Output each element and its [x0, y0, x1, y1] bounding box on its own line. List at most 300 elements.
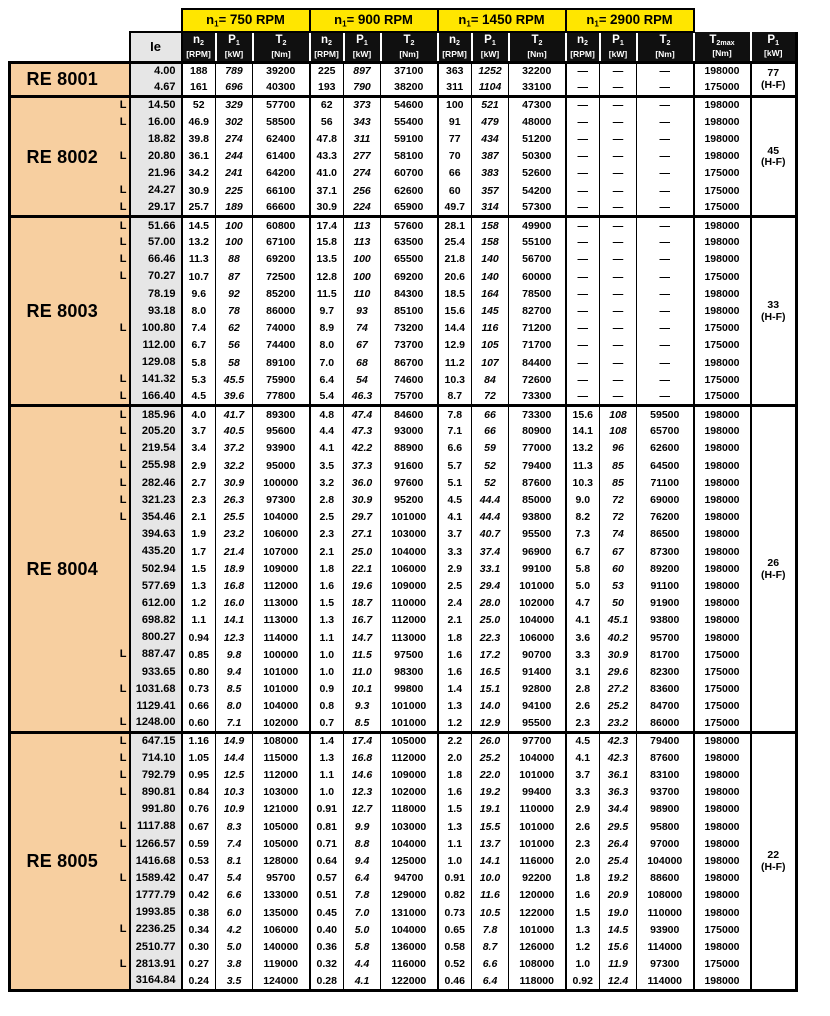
subheader-t2-750-symbol: $T_2$: [275, 34, 287, 48]
table-row: [10, 200, 797, 217]
t2-value: 64200: [253, 165, 310, 182]
n2-value: 0.30: [182, 939, 216, 956]
p1-value: 16.8: [216, 578, 253, 595]
subheader-p1-750: [216, 32, 253, 62]
table-row: [10, 681, 797, 698]
t2-value: 110000: [637, 904, 694, 921]
t2max-value: 175000: [694, 921, 751, 938]
p1-value: 11.9: [600, 956, 637, 973]
p1-value: 5.8: [344, 939, 381, 956]
p1-value: 47.4: [344, 406, 381, 423]
n2-value: —: [566, 200, 600, 217]
ratio-value: 1589.42: [130, 870, 182, 887]
t2-value: 100000: [253, 646, 310, 663]
p1-value: 3.5: [216, 973, 253, 990]
long-version-marker: L: [114, 681, 130, 698]
table-row: [10, 750, 797, 767]
subheader-n2-1450-unit: [RPM]: [442, 48, 467, 59]
n2-value: 1.0: [310, 664, 344, 681]
ratio-value: 93.18: [130, 303, 182, 320]
table-row: [10, 904, 797, 921]
model-label: RE 8001: [10, 62, 114, 96]
n2-value: —: [566, 79, 600, 96]
t2-value: —: [637, 96, 694, 113]
n2-value: 0.95: [182, 767, 216, 784]
gear-ratings-table: [8, 8, 798, 992]
n2-value: 12.8: [310, 268, 344, 285]
n2-value: 0.40: [310, 921, 344, 938]
p1-value: 37.4: [472, 543, 509, 560]
ratio-value: 78.19: [130, 285, 182, 302]
table-row: [10, 371, 797, 388]
p1-value: 25.2: [600, 698, 637, 715]
t2-value: 114000: [253, 629, 310, 646]
ratio-value: 185.96: [130, 406, 182, 423]
t2-value: 60000: [509, 268, 566, 285]
t2-value: 129000: [381, 887, 438, 904]
n2-value: 0.53: [182, 853, 216, 870]
ratio-value: 577.69: [130, 578, 182, 595]
p1-value: 897: [344, 62, 381, 79]
p1-value: 10.9: [216, 801, 253, 818]
t2-value: 86000: [637, 715, 694, 732]
p1-value: 16.0: [216, 595, 253, 612]
subheader-t2-1450: [509, 32, 566, 62]
p1-rating-note: (H-F): [761, 860, 786, 873]
t2-value: 91900: [637, 595, 694, 612]
t2max-value: 175000: [694, 182, 751, 199]
p1-value: 92: [216, 285, 253, 302]
t2-value: 131000: [381, 904, 438, 921]
n2-value: 0.59: [182, 835, 216, 852]
p1-value: 30.9: [216, 475, 253, 492]
t2-value: 88600: [637, 870, 694, 887]
p1-value: 105: [472, 337, 509, 354]
long-version-marker: L: [114, 750, 130, 767]
n2-value: 14.4: [438, 320, 472, 337]
n2-value: 47.8: [310, 131, 344, 148]
long-version-marker: [114, 560, 130, 577]
t2-value: —: [637, 62, 694, 79]
n2-value: —: [566, 337, 600, 354]
t2-value: 121000: [253, 801, 310, 818]
p1-value: 16.7: [344, 612, 381, 629]
table-row: [10, 578, 797, 595]
n2-value: 1.16: [182, 732, 216, 749]
n2-value: 8.7: [438, 389, 472, 406]
t2-value: 96900: [509, 543, 566, 560]
table-row: [10, 389, 797, 406]
long-version-marker: [114, 285, 130, 302]
n2-value: 0.84: [182, 784, 216, 801]
ratio-value: 800.27: [130, 629, 182, 646]
table-row: [10, 234, 797, 251]
p1-value: 59: [472, 440, 509, 457]
n2-value: 60: [438, 182, 472, 199]
p1-value: 30.9: [344, 492, 381, 509]
n2-value: 2.3: [182, 492, 216, 509]
long-version-marker: L: [114, 767, 130, 784]
t2max-value: 198000: [694, 939, 751, 956]
t2-value: 95700: [637, 629, 694, 646]
t2-value: 89200: [637, 560, 694, 577]
subheader-n2-1450: [438, 32, 472, 62]
n2-value: 1.0: [310, 646, 344, 663]
long-version-marker: L: [114, 423, 130, 440]
n2-value: 28.1: [438, 217, 472, 234]
p1-value: 22.3: [472, 629, 509, 646]
p1-value: 14.9: [216, 732, 253, 749]
p1-value: 26.3: [216, 492, 253, 509]
p1-value: —: [600, 200, 637, 217]
p1-value: 16.5: [472, 664, 509, 681]
n2-value: 2.2: [438, 732, 472, 749]
t2-value: 66600: [253, 200, 310, 217]
t2-value: 91400: [509, 664, 566, 681]
p1-value: 329: [216, 96, 253, 113]
n2-value: 18.5: [438, 285, 472, 302]
t2-value: 112000: [253, 578, 310, 595]
p1-value: 9.8: [216, 646, 253, 663]
p1-value: 8.0: [216, 698, 253, 715]
long-version-marker: L: [114, 956, 130, 973]
n2-value: 4.1: [438, 509, 472, 526]
t2-value: 83100: [637, 767, 694, 784]
t2-value: 109000: [381, 578, 438, 595]
t2-value: 55100: [509, 234, 566, 251]
table-row: [10, 835, 797, 852]
table-row: [10, 595, 797, 612]
n2-value: 1.7: [182, 543, 216, 560]
p1-value: 29.7: [344, 509, 381, 526]
p1-value: 96: [600, 440, 637, 457]
t2-value: 58100: [381, 148, 438, 165]
t2max-value: 198000: [694, 131, 751, 148]
p1-value: 110: [344, 285, 381, 302]
n2-value: 1.6: [438, 646, 472, 663]
t2-value: 122000: [381, 973, 438, 990]
n2-value: 1.4: [438, 681, 472, 698]
long-version-marker: L: [114, 818, 130, 835]
p1-value: 87: [216, 268, 253, 285]
t2-value: 106000: [253, 921, 310, 938]
p1-value: 60: [600, 560, 637, 577]
p1-value: 113: [344, 234, 381, 251]
n2-value: 0.67: [182, 818, 216, 835]
p1-value: 25.0: [344, 543, 381, 560]
long-version-marker: [114, 354, 130, 371]
p1-value: 14.1: [216, 612, 253, 629]
subheader-t2-900-unit: [Nm]: [399, 48, 419, 59]
n2-value: 0.73: [438, 904, 472, 921]
t2-value: 91600: [381, 457, 438, 474]
p1-value: 302: [216, 114, 253, 131]
n2-value: —: [566, 182, 600, 199]
n2-value: 0.9: [310, 681, 344, 698]
t2-value: 94100: [509, 698, 566, 715]
p1-value: 93: [344, 303, 381, 320]
p1-value: 158: [472, 217, 509, 234]
p1-value: 36.1: [600, 767, 637, 784]
p1-value: 14.0: [472, 698, 509, 715]
p1-value: 84: [472, 371, 509, 388]
t2-value: 104000: [637, 853, 694, 870]
t2-value: 110000: [381, 595, 438, 612]
p1-value: 27.2: [600, 681, 637, 698]
p1-value: 3.8: [216, 956, 253, 973]
t2max-value: 198000: [694, 406, 751, 423]
t2-value: 87600: [509, 475, 566, 492]
n2-value: 0.80: [182, 664, 216, 681]
p1-value: 41.7: [216, 406, 253, 423]
t2-value: 59500: [637, 406, 694, 423]
p1-value: 790: [344, 79, 381, 96]
t2max-value: 198000: [694, 767, 751, 784]
n2-value: 1.0: [566, 956, 600, 973]
p1-rating: [751, 96, 797, 216]
table-row: [10, 79, 797, 96]
t2-value: —: [637, 114, 694, 131]
n2-value: 2.1: [438, 612, 472, 629]
t2max-value: 198000: [694, 818, 751, 835]
t2-value: 104000: [381, 921, 438, 938]
t2-value: 33100: [509, 79, 566, 96]
t2-value: 93900: [637, 921, 694, 938]
table-row: [10, 646, 797, 663]
long-version-marker: [114, 337, 130, 354]
p1-value: 67: [600, 543, 637, 560]
table-row: [10, 406, 797, 423]
p1-value: 12.4: [600, 973, 637, 990]
n2-value: 4.5: [566, 732, 600, 749]
t2max-value: 198000: [694, 853, 751, 870]
subheader-t2-2900: [637, 32, 694, 62]
ratio-value: 205.20: [130, 423, 182, 440]
t2max-value: 198000: [694, 354, 751, 371]
subheader-p1-2900: [600, 32, 637, 62]
t2max-value: 198000: [694, 114, 751, 131]
n2-value: 0.28: [310, 973, 344, 990]
t2-value: 108000: [637, 887, 694, 904]
n2-value: 161: [182, 79, 216, 96]
n2-value: 7.8: [438, 406, 472, 423]
subheader-t2-2900-unit: [Nm]: [655, 48, 675, 59]
t2-value: 116000: [509, 853, 566, 870]
n2-value: 2.4: [438, 595, 472, 612]
table-row: [10, 114, 797, 131]
t2max-value: 198000: [694, 303, 751, 320]
n2-value: —: [566, 148, 600, 165]
subheader-p1-2900-unit: [kW]: [608, 48, 628, 59]
p1-value: 9.4: [216, 664, 253, 681]
n2-value: 3.7: [566, 767, 600, 784]
t2-value: 113000: [253, 595, 310, 612]
p1-value: 789: [216, 62, 253, 79]
p1-value: 7.8: [344, 887, 381, 904]
subheader-n2-2900: [566, 32, 600, 62]
t2-value: 65500: [381, 251, 438, 268]
p1-value: 116: [472, 320, 509, 337]
p1-value: 58: [216, 354, 253, 371]
t2-value: 99100: [509, 560, 566, 577]
n2-value: 2.8: [310, 492, 344, 509]
table-row: [10, 939, 797, 956]
p1-rating-value: 33: [767, 299, 780, 312]
p1-value: 30.9: [600, 646, 637, 663]
n2-value: 0.24: [182, 973, 216, 990]
t2-value: 78500: [509, 285, 566, 302]
n2-value: 3.3: [566, 646, 600, 663]
p1-value: 78: [216, 303, 253, 320]
ratio-value: 1777.79: [130, 887, 182, 904]
t2max-value: 198000: [694, 870, 751, 887]
n2-value: 14.1: [566, 423, 600, 440]
n2-value: 363: [438, 62, 472, 79]
n2-value: 5.7: [438, 457, 472, 474]
p1-value: 113: [344, 217, 381, 234]
long-version-marker: L: [114, 217, 130, 234]
t2-value: 64500: [637, 457, 694, 474]
p1-value: —: [600, 148, 637, 165]
n2-value: 1.2: [566, 939, 600, 956]
n2-value: 193: [310, 79, 344, 96]
p1-value: 100: [344, 268, 381, 285]
t2-value: 103000: [381, 526, 438, 543]
n2-value: 7.0: [310, 354, 344, 371]
t2-value: 133000: [253, 887, 310, 904]
n2-value: 30.9: [310, 200, 344, 217]
p1-value: 14.5: [600, 921, 637, 938]
p1-value: 225: [216, 182, 253, 199]
n2-value: 10.3: [566, 475, 600, 492]
n2-value: 49.7: [438, 200, 472, 217]
t2-value: 90700: [509, 646, 566, 663]
ratio-value: 57.00: [130, 234, 182, 251]
n2-value: 1.05: [182, 750, 216, 767]
t2max-value: 175000: [694, 371, 751, 388]
n2-value: 8.9: [310, 320, 344, 337]
t2-value: 74400: [253, 337, 310, 354]
t2-value: 101000: [509, 578, 566, 595]
long-version-marker: L: [114, 114, 130, 131]
t2-value: 114000: [637, 973, 694, 990]
n2-value: 1.8: [566, 870, 600, 887]
ratio-value: 354.46: [130, 509, 182, 526]
subheader-p1-rating: [751, 32, 797, 62]
subheader-p1-1450: [472, 32, 509, 62]
p1-value: 25.2: [472, 750, 509, 767]
t2-value: 93900: [253, 440, 310, 457]
n2-value: —: [566, 165, 600, 182]
n2-value: 2.9: [566, 801, 600, 818]
t2-value: 104000: [381, 543, 438, 560]
ratio-value: 887.47: [130, 646, 182, 663]
ratio-value: 890.81: [130, 784, 182, 801]
long-version-marker: [114, 526, 130, 543]
t2-value: 83600: [637, 681, 694, 698]
p1-value: 12.3: [344, 784, 381, 801]
n2-value: 1.0: [438, 853, 472, 870]
t2max-value: 198000: [694, 440, 751, 457]
t2-value: 103000: [253, 784, 310, 801]
t2-value: 97500: [381, 646, 438, 663]
ratio-value: 1129.41: [130, 698, 182, 715]
t2-value: 49900: [509, 217, 566, 234]
p1-value: 23.2: [216, 526, 253, 543]
table-row: [10, 921, 797, 938]
p1-value: 15.1: [472, 681, 509, 698]
t2-value: 105000: [253, 818, 310, 835]
ratio-value: 1248.00: [130, 715, 182, 732]
p1-value: 1252: [472, 62, 509, 79]
n2-value: 3.3: [438, 543, 472, 560]
ratio-value: 21.96: [130, 165, 182, 182]
n2-value: 0.34: [182, 921, 216, 938]
ratio-value: 112.00: [130, 337, 182, 354]
header-spacer-model: [10, 32, 130, 62]
n2-value: 10.7: [182, 268, 216, 285]
table-row: [10, 182, 797, 199]
t2-value: 38200: [381, 79, 438, 96]
p1-value: 274: [344, 165, 381, 182]
table-row: [10, 612, 797, 629]
t2-value: 126000: [509, 939, 566, 956]
t2-value: 108000: [509, 956, 566, 973]
t2-value: 82700: [509, 303, 566, 320]
t2-value: 69200: [381, 268, 438, 285]
table-row: [10, 973, 797, 990]
n2-value: 7.3: [566, 526, 600, 543]
long-version-marker: [114, 973, 130, 990]
t2max-value: 175000: [694, 200, 751, 217]
subheader-t2-2900-symbol: $T_2$: [659, 34, 671, 48]
p1-rating: [751, 62, 797, 96]
p1-value: 52: [472, 457, 509, 474]
p1-value: 42.3: [600, 732, 637, 749]
p1-value: 387: [472, 148, 509, 165]
ratio-value: 141.32: [130, 371, 182, 388]
n2-value: 0.65: [438, 921, 472, 938]
t2-value: 60700: [381, 165, 438, 182]
n2-value: 1.6: [438, 784, 472, 801]
subheader-p1-750-symbol: $P_1$: [228, 34, 240, 48]
t2-value: 51200: [509, 131, 566, 148]
n2-value: 2.0: [438, 750, 472, 767]
p1-value: 21.4: [216, 543, 253, 560]
n2-value: 1.4: [310, 732, 344, 749]
t2-value: 106000: [509, 629, 566, 646]
n2-value: 13.2: [566, 440, 600, 457]
n2-value: —: [566, 251, 600, 268]
t2-value: 62600: [381, 182, 438, 199]
long-version-marker: [114, 664, 130, 681]
t2max-value: 175000: [694, 337, 751, 354]
p1-value: 107: [472, 354, 509, 371]
p1-value: 7.1: [216, 715, 253, 732]
t2-value: 105000: [253, 835, 310, 852]
p1-value: 479: [472, 114, 509, 131]
p1-value: 17.2: [472, 646, 509, 663]
n2-value: 4.5: [182, 389, 216, 406]
t2-value: 104000: [509, 750, 566, 767]
ratio-column-header: Ie: [130, 32, 182, 62]
long-version-marker: L: [114, 921, 130, 938]
t2-value: 106000: [381, 560, 438, 577]
n2-value: 0.58: [438, 939, 472, 956]
t2-value: 98300: [381, 664, 438, 681]
n2-value: 3.6: [566, 629, 600, 646]
subheader-t2max-unit: [Nm]: [712, 48, 732, 59]
